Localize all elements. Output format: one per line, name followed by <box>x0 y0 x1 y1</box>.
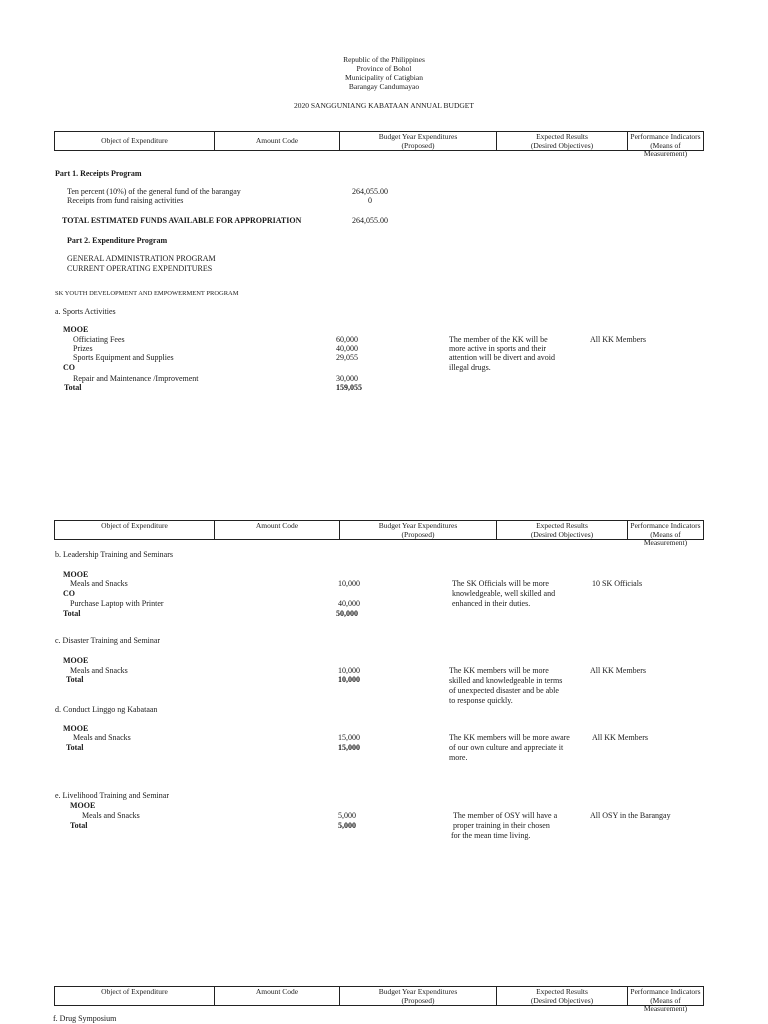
section-d-item: Meals and Snacks <box>73 733 131 742</box>
section-e-title: e. Livelihood Training and Seminar <box>55 791 169 800</box>
col-object: Object of Expenditure <box>55 521 215 539</box>
header-republic: Republic of the Philippines <box>343 55 425 64</box>
col-amount-code: Amount Code <box>215 521 340 539</box>
header-barangay: Barangay Candumayao <box>348 82 420 91</box>
section-a-expected-3: attention will be divert and avoid <box>449 353 555 362</box>
col-object: Object of Expenditure <box>55 132 215 150</box>
section-d-amount: 15,000 <box>338 733 360 742</box>
document-title: 2020 SANGGUNIANG KABATAAN ANNUAL BUDGET <box>294 101 474 110</box>
section-b-total-amount: 50,000 <box>336 609 358 618</box>
section-d-total-amount: 15,000 <box>338 743 360 752</box>
section-e-indicator: All OSY in the Barangay <box>590 811 671 820</box>
header-province: Province of Bohol <box>356 64 412 73</box>
section-d-expected-2: of our own culture and appreciate it <box>449 743 564 752</box>
section-b-item-2: Purchase Laptop with Printer <box>70 599 164 608</box>
col-budget: Budget Year Expenditures (Proposed) <box>340 521 497 539</box>
section-d-indicator: All KK Members <box>592 733 648 742</box>
section-f-title: f. Drug Symposium <box>53 1014 117 1023</box>
section-b-mooe: MOOE <box>63 570 89 579</box>
section-e-mooe: MOOE <box>70 801 96 810</box>
section-c-title: c. Disaster Training and Seminar <box>55 636 161 645</box>
section-b-item-1: Meals and Snacks <box>70 579 128 588</box>
section-c-expected-3: of unexpected disaster and be able <box>449 686 559 695</box>
section-c-amount: 10,000 <box>338 666 360 675</box>
section-c-item: Meals and Snacks <box>70 666 128 675</box>
col-object: Object of Expenditure <box>55 987 215 1005</box>
section-a-expected-4: illegal drugs. <box>449 363 491 372</box>
section-b-title: b. Leadership Training and Seminars <box>55 550 173 559</box>
receipt-amount-2: 0 <box>368 196 372 205</box>
section-a-mooe: MOOE <box>63 325 89 334</box>
col-amount-code: Amount Code <box>215 987 340 1005</box>
section-c-total-amount: 10,000 <box>338 675 360 684</box>
col-performance: Performance Indicators (Means of Measurement) <box>630 132 701 158</box>
section-a-co: CO <box>63 363 75 372</box>
col-expected: Expected Results (Desired Objectives) <box>497 132 628 150</box>
section-c-expected-1: The KK members will be more <box>449 666 549 675</box>
section-a-total-label: Total <box>64 383 82 392</box>
section-e-expected-2: proper training in their chosen <box>453 821 550 830</box>
section-d-title: d. Conduct Linggo ng Kabataan <box>55 705 158 714</box>
total-funds-amount: 264,055.00 <box>352 216 388 225</box>
receipt-amount-1: 264,055.00 <box>352 187 388 196</box>
section-a-item-2: Prizes <box>73 344 93 353</box>
section-a-expected-1: The member of the KK will be <box>449 335 548 344</box>
section-b-amount-2: 40,000 <box>338 599 360 608</box>
total-funds-label: TOTAL ESTIMATED FUNDS AVAILABLE FOR APPROPRIATION <box>62 216 302 225</box>
section-c-mooe: MOOE <box>63 656 89 665</box>
col-performance: Performance Indicators (Means of Measurement) <box>630 521 701 547</box>
section-a-indicator: All KK Members <box>590 335 646 344</box>
section-b-indicator: 10 SK Officials <box>592 579 643 588</box>
section-d-total-label: Total <box>66 743 84 752</box>
header-municipality: Municipality of Catigbian <box>345 73 423 82</box>
section-a-title: a. Sports Activities <box>55 307 116 316</box>
part2-title: Part 2. Expenditure Program <box>67 236 168 245</box>
section-a-expected-2: more active in sports and their <box>449 344 547 353</box>
section-c-indicator: All KK Members <box>590 666 646 675</box>
program-name: SK YOUTH DEVELOPMENT AND EMPOWERMENT PROGRAM <box>55 290 239 297</box>
section-d-expected-3: more. <box>449 753 468 762</box>
section-c-total-label: Total <box>66 675 84 684</box>
section-a-co-amount: 30,000 <box>336 374 358 383</box>
section-d-mooe: MOOE <box>63 724 89 733</box>
section-a-item-1: Officiating Fees <box>73 335 125 344</box>
program-line-1: GENERAL ADMINISTRATION PROGRAM <box>67 254 216 263</box>
section-e-item: Meals and Snacks <box>82 811 140 820</box>
section-d-expected-1: The KK members will be more aware <box>449 733 570 742</box>
section-e-total-amount: 5,000 <box>338 821 356 830</box>
col-expected: Expected Results (Desired Objectives) <box>497 987 628 1005</box>
section-e-amount: 5,000 <box>338 811 356 820</box>
section-a-total-amount: 159,055 <box>336 383 362 392</box>
section-e-total-label: Total <box>70 821 88 830</box>
receipt-label-2: Receipts from fund raising activities <box>67 196 184 205</box>
section-e-expected-1: The member of OSY will have a <box>453 811 558 820</box>
section-a-co-item: Repair and Maintenance /Improvement <box>73 374 199 383</box>
receipt-label-1: Ten percent (10%) of the general fund of the barangay <box>67 187 241 196</box>
section-b-expected-3: enhanced in their duties. <box>452 599 531 608</box>
section-a-amount-3: 29,055 <box>336 353 358 362</box>
section-a-amount-2: 40,000 <box>336 344 358 353</box>
table-header-2 <box>54 520 704 547</box>
section-b-expected-1: The SK Officials will be more <box>452 579 549 588</box>
section-b-co: CO <box>63 589 75 598</box>
section-b-expected-2: knowledgeable, well skilled and <box>452 589 556 598</box>
section-a-amount-1: 60,000 <box>336 335 358 344</box>
col-budget: Budget Year Expenditures (Proposed) <box>340 987 497 1005</box>
col-budget: Budget Year Expenditures (Proposed) <box>340 132 497 150</box>
section-b-amount-1: 10,000 <box>338 579 360 588</box>
section-b-total-label: Total <box>63 609 81 618</box>
section-a-item-3: Sports Equipment and Supplies <box>73 353 174 362</box>
col-expected: Expected Results (Desired Objectives) <box>497 521 628 539</box>
program-line-2: CURRENT OPERATING EXPENDITURES <box>67 264 213 273</box>
col-performance: Performance Indicators (Means of Measurement) <box>630 987 701 1013</box>
section-c-expected-2: skilled and knowledgeable in terms <box>449 676 563 685</box>
col-amount-code: Amount Code <box>215 132 340 150</box>
table-header-3 <box>54 986 704 1013</box>
table-header-1 <box>54 131 704 158</box>
part1-title: Part 1. Receipts Program <box>55 169 142 178</box>
section-e-expected-3: for the mean time living. <box>451 831 531 840</box>
section-c-expected-4: to response quickly. <box>449 696 513 705</box>
